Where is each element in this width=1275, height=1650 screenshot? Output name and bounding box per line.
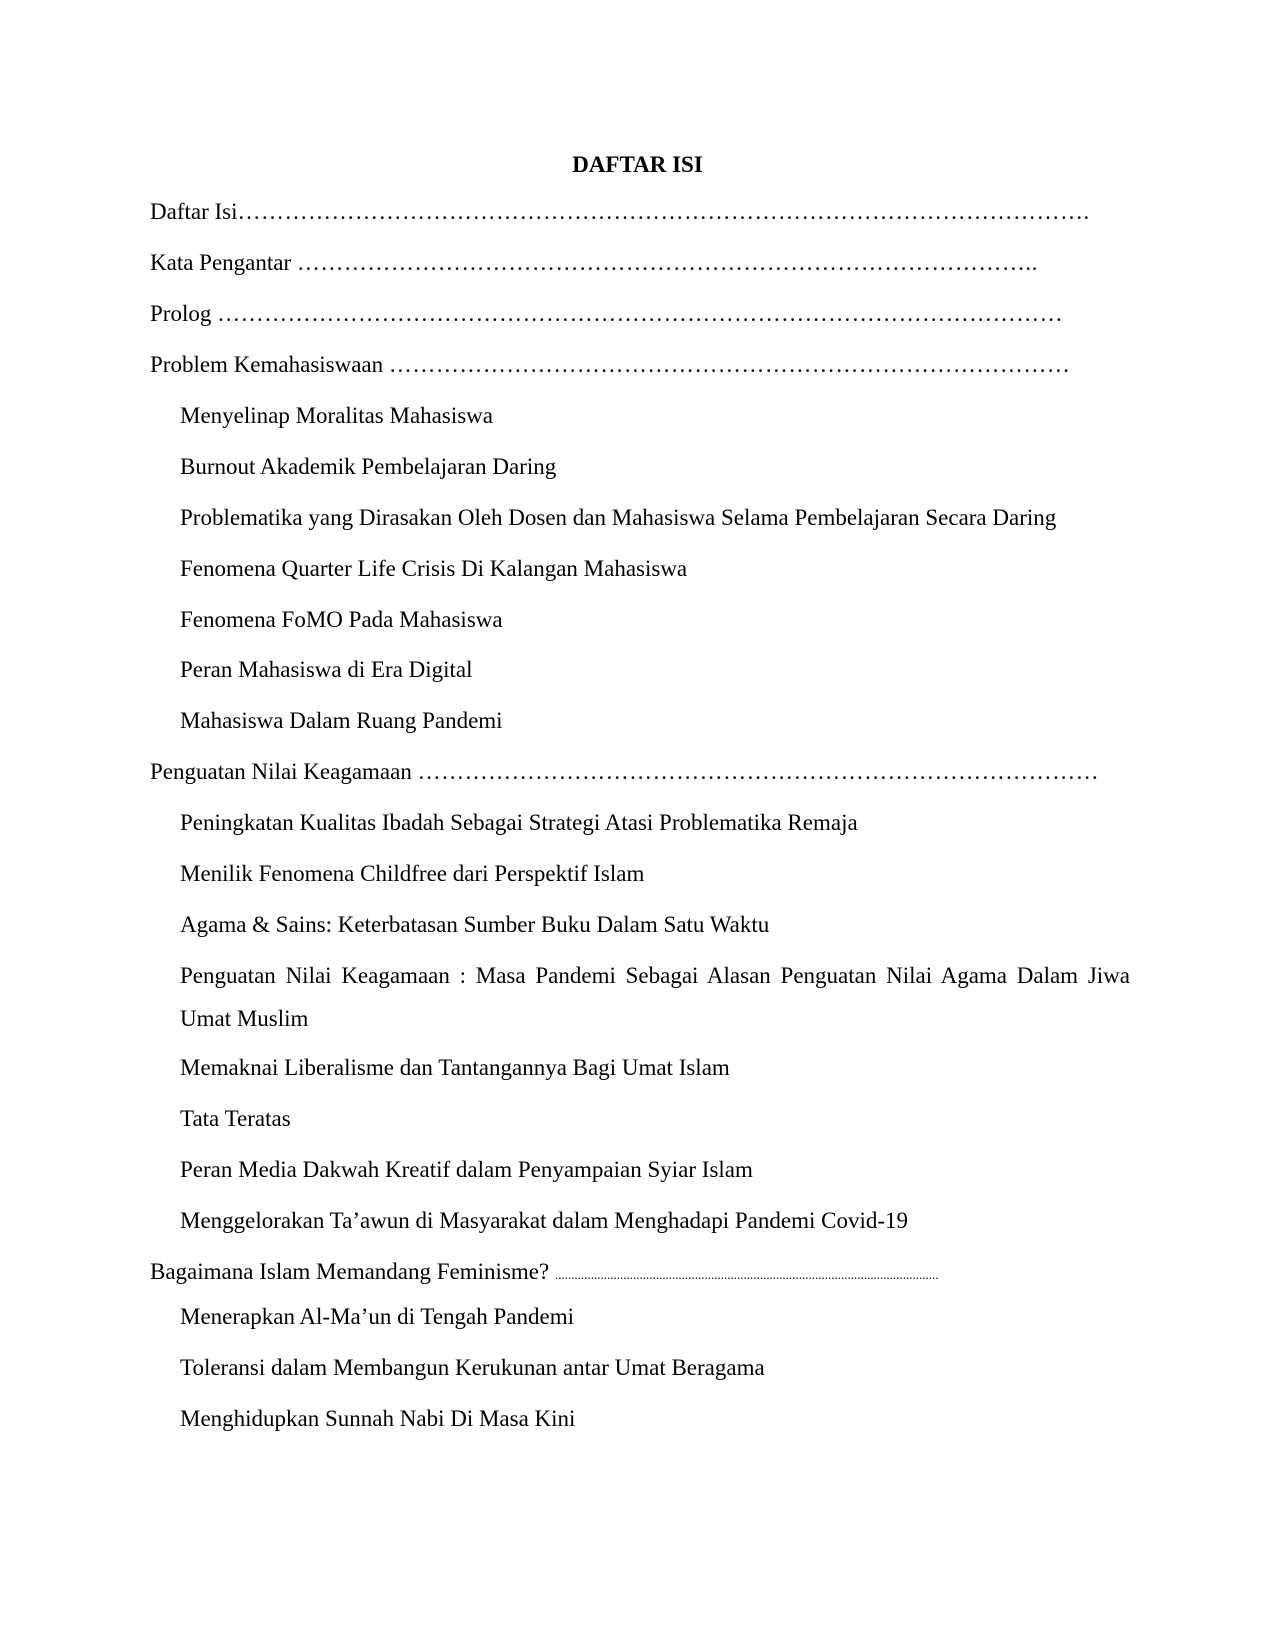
toc-entry-label: Kata Pengantar [150,250,297,275]
toc-entry-problem-kemahasiswaan [150,350,1130,380]
page-title: DAFTAR ISI [572,152,703,177]
toc-subentry: Menilik Fenomena Childfree dari Perspektif Islam [180,861,645,886]
toc-entry-label: Penguatan Nilai Keagamaan [150,759,418,784]
toc-entry-feminisme [150,1257,1130,1290]
toc-subentry: Fenomena Quarter Life Crisis Di Kalangan Mahasiswa [180,556,688,581]
toc-subentry: Toleransi dalam Membangun Kerukunan antar Umat Beragama [180,1355,765,1380]
toc-subentry: Menyelinap Moralitas Mahasiswa [180,403,493,428]
toc-dot-leader: ……………………………………………………………………………………………… [217,301,1064,326]
toc-entry-prolog [150,299,1130,329]
toc-subentry: Burnout Akademik Pembelajaran Daring [180,454,557,479]
toc-subentry: Memaknai Liberalisme dan Tantangannya Bagi Umat Islam [180,1055,730,1080]
toc-subentry: Mahasiswa Dalam Ruang Pandemi [180,708,503,733]
toc-subentry: Peningkatan Kualitas Ibadah Sebagai Strategi Atasi Problematika Remaja [180,810,858,835]
toc-subentry: Menerapkan Al-Ma’un di Tengah Pandemi [180,1304,574,1329]
toc-dot-leader: ………………………………………………………………………………………………. [237,199,1090,224]
toc-subentry: Menggelorakan Ta’awun di Masyarakat dalam Menghadapi Pandemi Covid-19 [180,1208,909,1233]
toc-entry-penguatan-nilai-keagamaan [150,757,1130,787]
toc-entry-kata-pengantar [150,248,1130,278]
toc-dot-leader: ...................................................................................................................... [554,1267,939,1282]
toc-subentry: Peran Mahasiswa di Era Digital [180,657,473,682]
toc-entry-label: Problem Kemahasiswaan [150,352,389,377]
toc-subentry: Fenomena FoMO Pada Mahasiswa [180,607,503,632]
toc-subentry: Problematika yang Dirasakan Oleh Dosen dan Mahasiswa Selama Pembelajaran Secara Daring [180,505,1057,530]
toc-subentry: Penguatan Nilai Keagamaan : Masa Pandemi Sebagai Alasan Penguatan Nilai Agama Dalam Jiwa Umat Muslim [180,963,1130,1031]
toc-entry-label: Prolog [150,301,218,326]
toc-entry-daftar-isi [150,197,1130,227]
toc-entry-label: Bagaimana Islam Memandang Feminisme? [150,1259,555,1284]
toc-subentry: Tata Teratas [180,1106,291,1131]
toc-subentry: Menghidupkan Sunnah Nabi Di Masa Kini [180,1406,576,1431]
toc-entry-label: Daftar Isi [150,199,238,224]
toc-dot-leader: …………………………………………………………………………… [417,759,1100,784]
toc-dot-leader: ………………………………………………………………………………….. [296,250,1038,275]
toc-dot-leader: …………………………………………………………………………… [388,352,1071,377]
toc-subentry: Agama & Sains: Keterbatasan Sumber Buku Dalam Satu Waktu [180,912,770,937]
toc-subentry: Peran Media Dakwah Kreatif dalam Penyampaian Syiar Islam [180,1157,753,1182]
